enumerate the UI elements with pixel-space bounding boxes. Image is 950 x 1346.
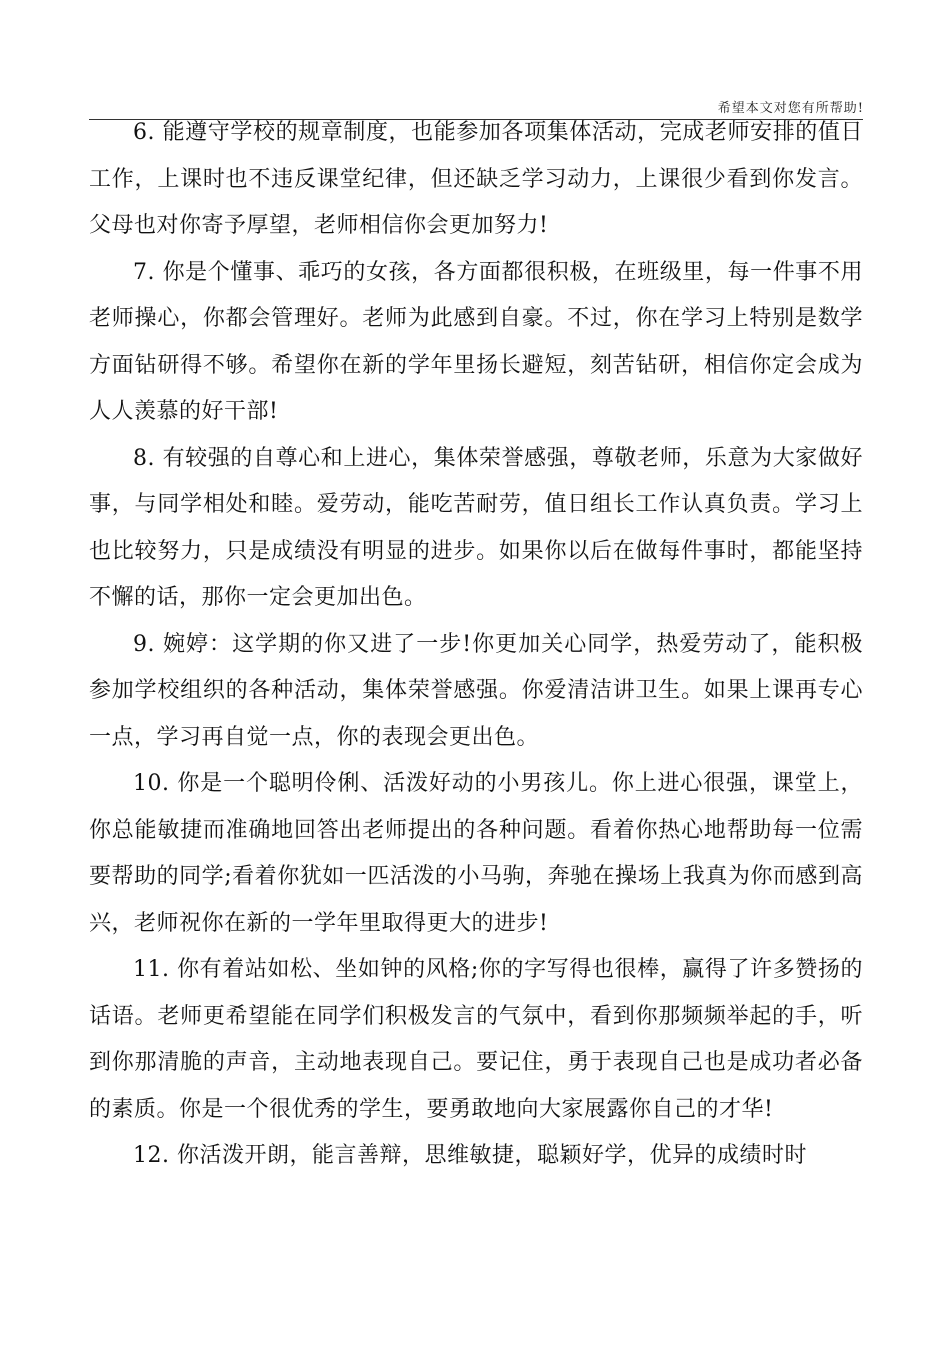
comment-paragraph-6: 6. 能遵守学校的规章制度，也能参加各项集体活动，完成老师安排的值日工作，上课时也不违反课堂纪律，但还缺乏学习动力，上课很少看到你发言。父母也对你寄予厚望，老师相信你会更加努力! xyxy=(89,120,863,238)
comment-paragraph-12: 12. 你活泼开朗，能言善辩，思维敏捷，聪颖好学，优异的成绩时时 xyxy=(133,1143,807,1168)
comment-paragraph-8: 8. 有较强的自尊心和上进心，集体荣誉感强，尊敬老师，乐意为大家做好事，与同学相处和睦。爱劳动，能吃苦耐劳，值日组长工作认真负责。学习上也比较努力，只是成绩没有明显的进步。如果你以后在做每件事时，都能坚持不懈的话，那你一定会更加出色。 xyxy=(89,445,863,610)
comment-paragraph-7: 7. 你是个懂事、乖巧的女孩，各方面都很积极，在班级里，每一件事不用老师操心，你都会管理好。老师为此感到自豪。不过，你在学习上特别是数学方面钻研得不够。希望你在新的学年里扬长避短，刻苦钻研，相信你定会成为人人羡慕的好干部! xyxy=(89,259,863,424)
document-body xyxy=(89,110,863,1180)
comment-paragraph-11: 11. 你有着站如松、坐如钟的风格;你的字写得也很棒，赢得了许多赞扬的话语。老师更希望能在同学们积极发言的气氛中，看到你那频频举起的手，听到你那清脆的声音，主动地表现自己。要记住，勇于表现自己也是成功者必备的素质。你是一个很优秀的学生，要勇敢地向大家展露你自己的才华! xyxy=(89,957,863,1122)
comment-paragraph-9: 9. 婉婷：这学期的你又进了一步!你更加关心同学，热爱劳动了，能积极参加学校组织的各种活动，集体荣誉感强。你爱清洁讲卫生。如果上课再专心一点，学习再自觉一点，你的表现会更出色。 xyxy=(89,631,863,750)
comment-paragraph-10: 10. 你是一个聪明伶俐、活泼好动的小男孩儿。你上进心很强，课堂上，你总能敏捷而准确地回答出老师提出的各种问题。看着你热心地帮助每一位需要帮助的同学;看着你犹如一匹活泼的小马驹，奔驰在操场上我真为你而感到高兴，老师祝你在新的一学年里取得更大的进步! xyxy=(89,771,863,936)
page-header-text: 希望本文对您有所帮助! xyxy=(717,101,864,116)
